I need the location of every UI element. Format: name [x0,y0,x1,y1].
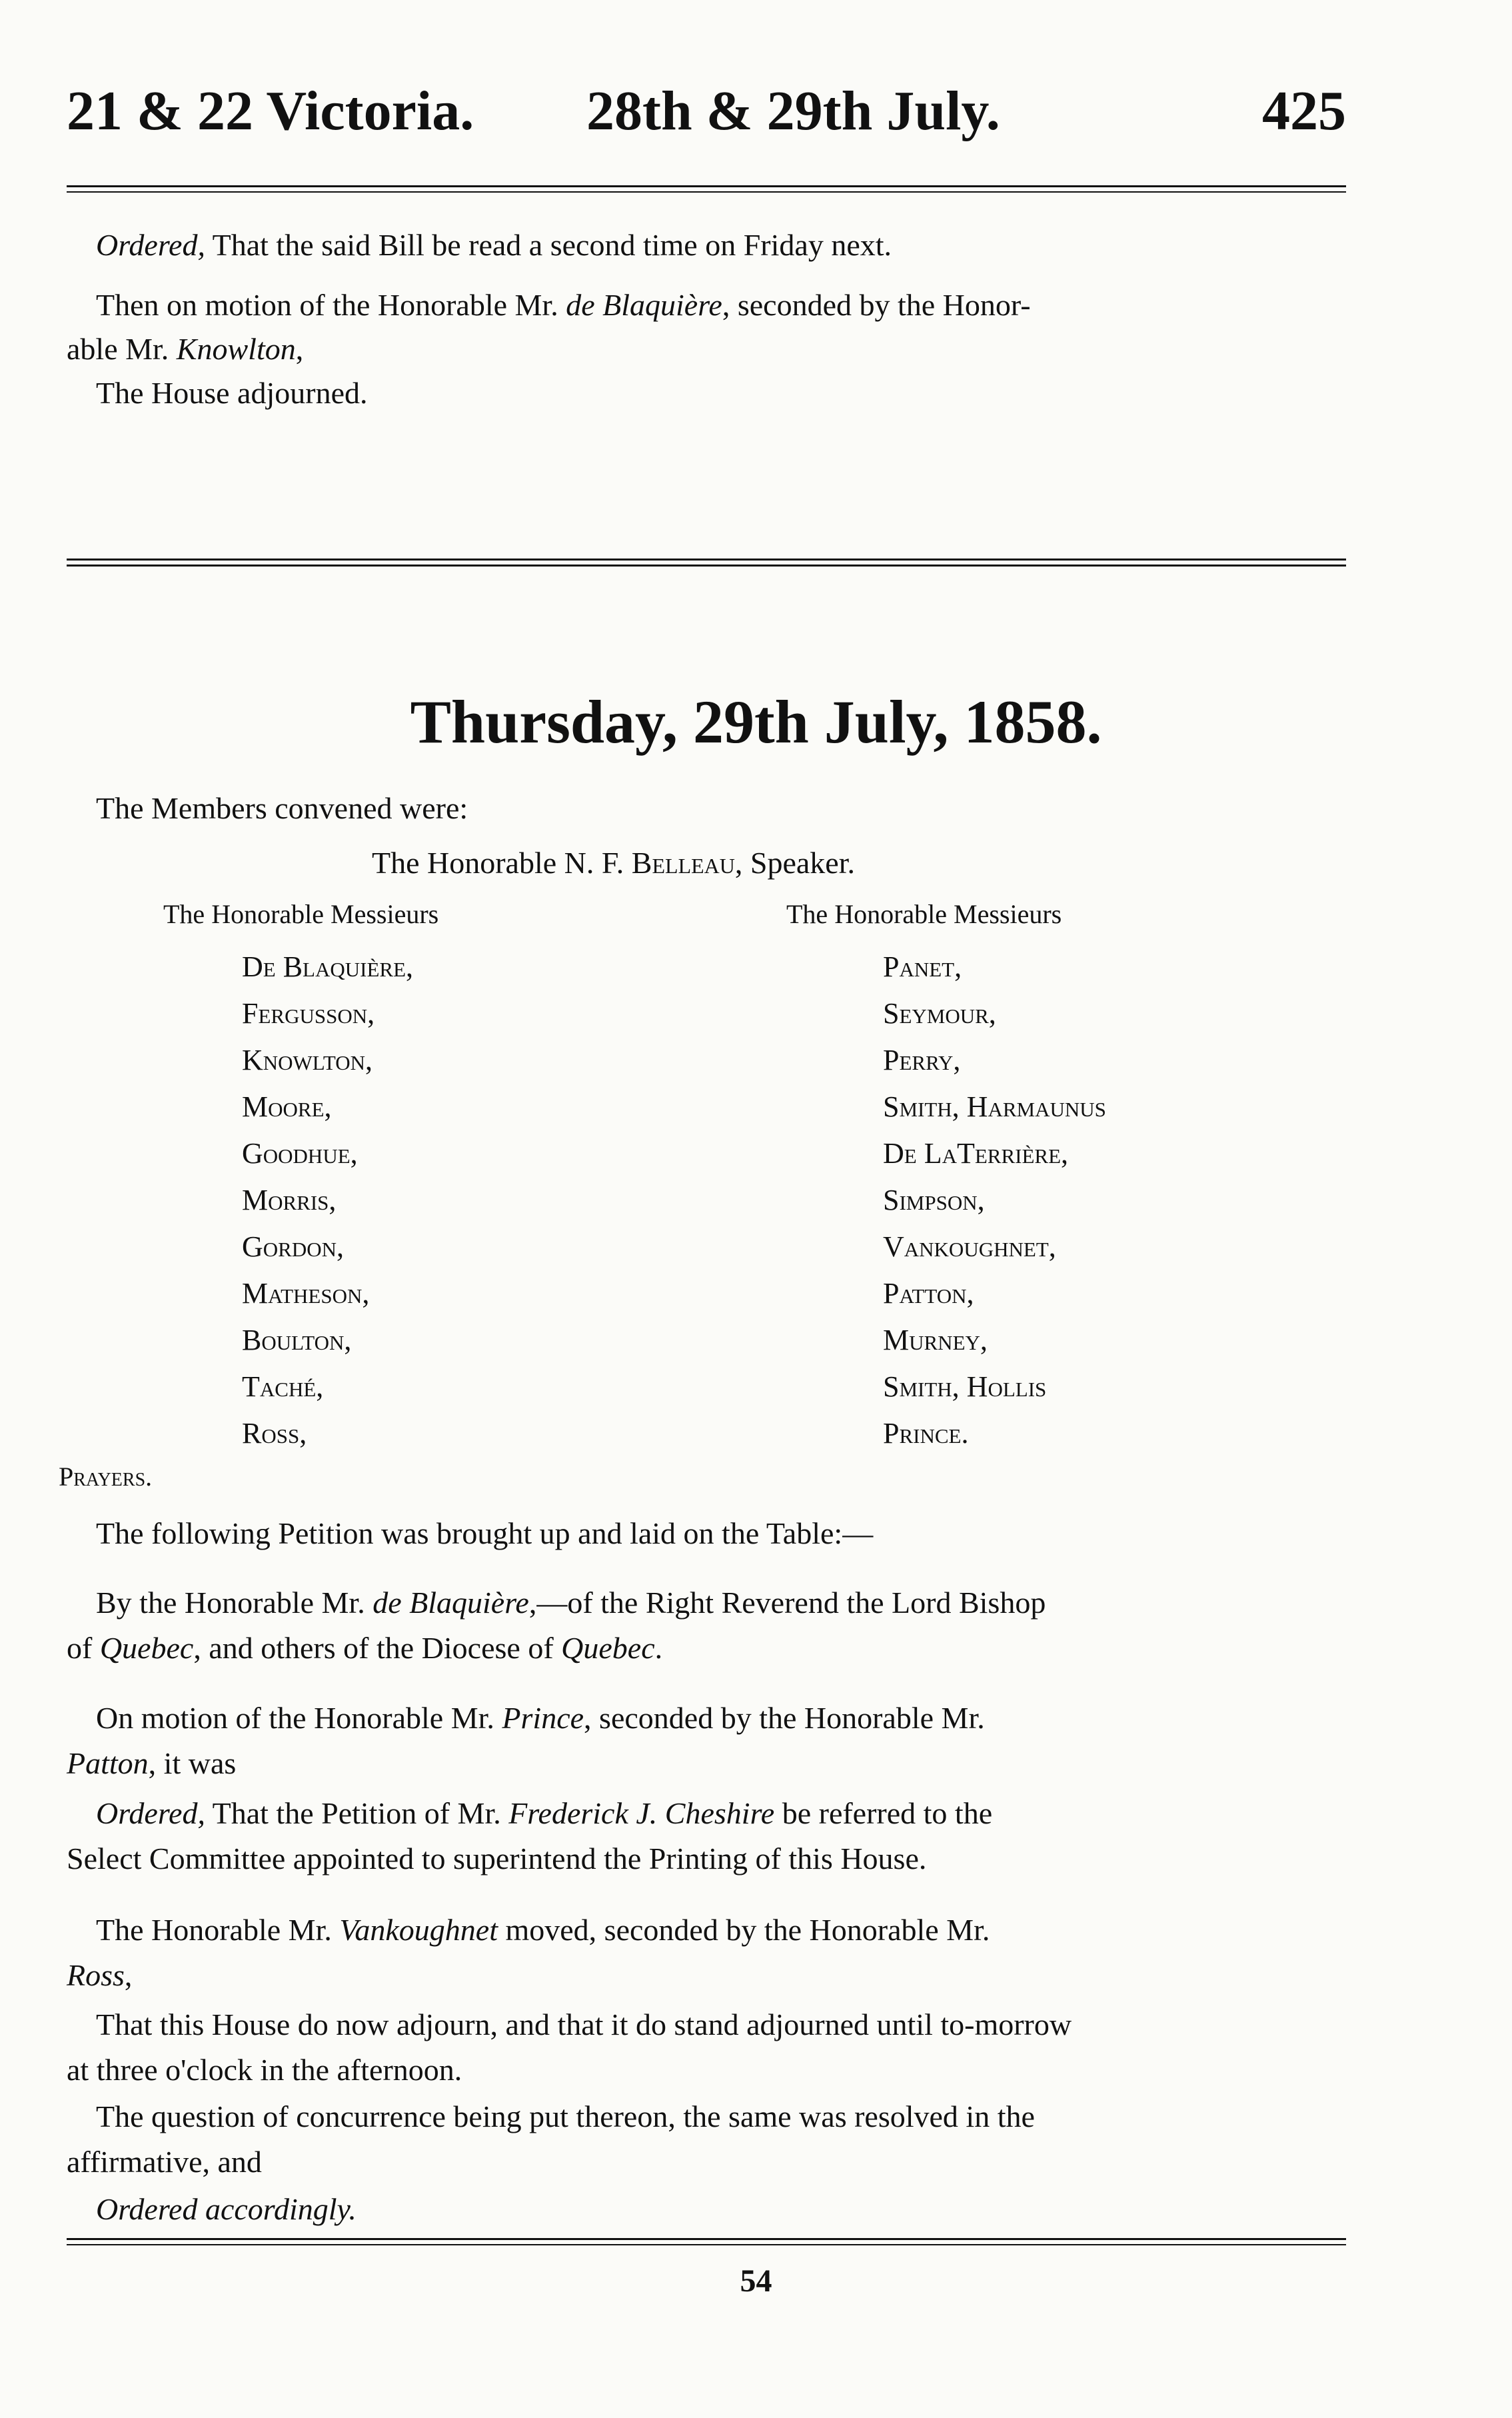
member-left: Moore, [242,1090,332,1123]
order-cheshire-line2: Select Committee appointed to superintend the Printing of this House. [67,1841,927,1875]
member-left: Boulton, [242,1324,352,1356]
prayers-heading: Prayers. [59,1462,153,1492]
member-right: Vankoughnet, [883,1230,1056,1263]
signature-number: 54 [740,2263,772,2299]
member-right: Smith, Hollis [883,1370,1047,1403]
member-left: Morris, [242,1184,337,1216]
order-cheshire-line1: Ordered, That the Petition of Mr. Frederick J. Cheshire be referred to the [96,1796,993,1830]
member-right: Perry, [883,1044,961,1076]
question-line2: affirmative, and [67,2145,262,2179]
member-left: Gordon, [242,1230,345,1263]
members-right-header: The Honorable Messieurs [786,899,1062,929]
page-number: 425 [1262,80,1346,142]
resolution-line1: That this House do now adjourn, and that it do stand adjourned until to-morrow [96,2007,1072,2041]
member-left: Taché, [242,1370,324,1403]
ordered-accordingly: Ordered accordingly. [96,2192,357,2226]
motion-vankoughnet-line2: Ross, [67,1958,133,1992]
footer-rule-top [67,2238,1346,2240]
members-left-header: The Honorable Messieurs [163,899,439,929]
member-right: Smith, Harmaunus [883,1090,1106,1123]
member-right: De LaTerrière, [883,1137,1069,1170]
petition-line1: By the Honorable Mr. de Blaquière,—of the Right Reverend the Lord Bishop [96,1586,1046,1620]
motion-vankoughnet-line1: The Honorable Mr. Vankoughnet moved, seconded by the Honorable Mr. [96,1913,990,1947]
members-convened: The Members convened were: [96,791,468,825]
header-rule-top [67,185,1346,187]
day-title: Thursday, 29th July, 1858. [410,688,1102,756]
adjourn-motion-line1: Then on motion of the Honorable Mr. de Blaquière, seconded by the Honor- [96,288,1031,322]
adjourn-motion-line2: able Mr. Knowlton, [67,332,304,366]
member-left: Ross, [242,1417,307,1450]
member-left: Matheson, [242,1277,370,1310]
footer-rule-bottom [67,2244,1346,2245]
resolution-line2: at three o'clock in the afternoon. [67,2053,462,2087]
motion-prince-line1: On motion of the Honorable Mr. Prince, seconded by the Honorable Mr. [96,1701,985,1735]
member-right: Panet, [883,950,962,983]
question-line1: The question of concurrence being put thereon, the same was resolved in the [96,2099,1035,2133]
member-left: Goodhue, [242,1137,358,1170]
ordered-second-reading: Ordered, That the said Bill be read a second time on Friday next. [96,228,892,262]
member-right: Patton, [883,1277,974,1310]
section-rule-bottom [67,565,1346,567]
petition-line2: of Quebec, and others of the Diocese of Quebec. [67,1631,663,1665]
member-right: Simpson, [883,1184,985,1216]
header-dates: 28th & 29th July. [586,80,1000,142]
petition-intro: The following Petition was brought up and laid on the Table:— [96,1516,874,1550]
running-header [67,79,1346,159]
member-left: Knowlton, [242,1044,373,1076]
header-rule-bottom [67,191,1346,193]
section-rule-top [67,559,1346,561]
member-right: Prince. [883,1417,969,1450]
member-right: Seymour, [883,997,996,1030]
house-adjourned: The House adjourned. [96,376,368,410]
header-session: 21 & 22 Victoria. [67,80,474,142]
member-left: Fergusson, [242,997,375,1030]
motion-prince-line2: Patton, it was [67,1746,237,1780]
member-left: De Blaquière, [242,950,414,983]
speaker-line: The Honorable N. F. Belleau, Speaker. [372,846,856,880]
member-right: Murney, [883,1324,988,1356]
